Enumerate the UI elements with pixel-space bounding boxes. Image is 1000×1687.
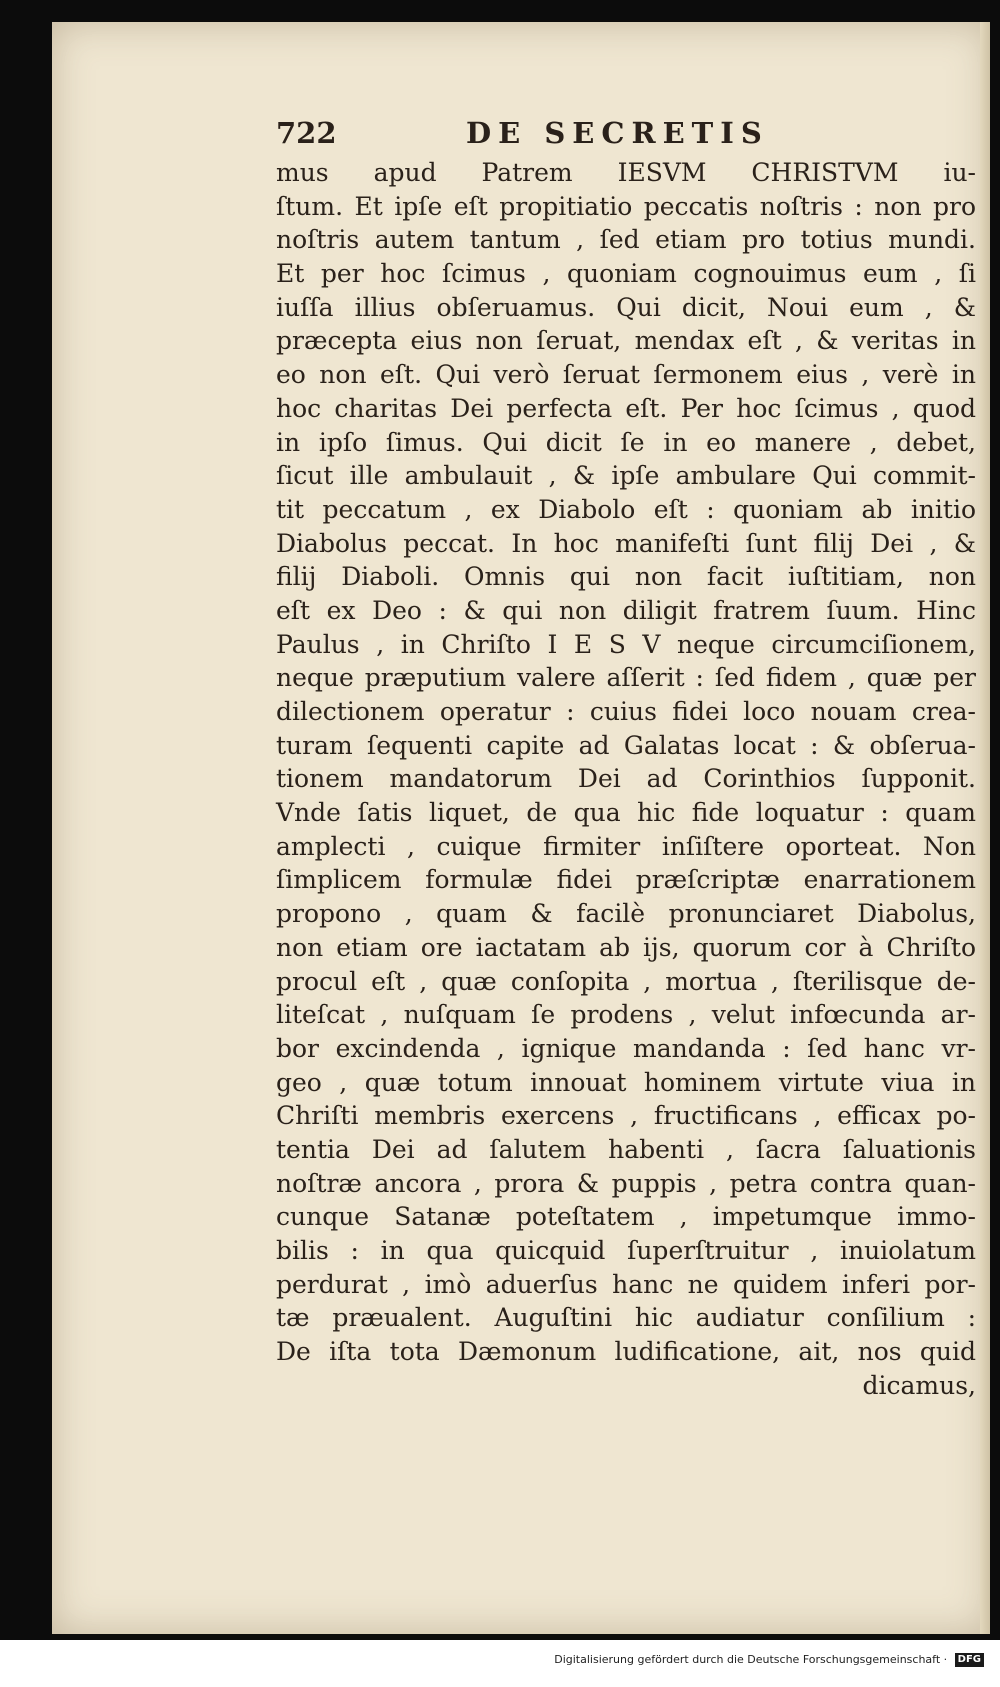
text-line: non etiam ore iactatam ab ijs, quorum cor à Chriſto bbox=[276, 932, 976, 962]
text-line: geo , quæ totum innouat hominem virtute viua in bbox=[276, 1067, 976, 1097]
text-line: tentia Dei ad ſalutem habenti , ſacra ſaluationis bbox=[276, 1134, 976, 1164]
text-line: dilectionem operatur : cuius fidei loco nouam crea- bbox=[276, 697, 976, 726]
text-line: præcepta eius non ſeruat, mendax eſt , & veritas in bbox=[276, 326, 976, 356]
text-line: filij Diaboli. Omnis qui non facit iuſtitiam, non bbox=[276, 562, 976, 592]
text-line: ſtum. Et ipſe eſt propitiatio peccatis noſtris : non pro bbox=[276, 191, 976, 221]
text-line: hoc charitas Dei perfecta eſt. Per hoc ſcimus , quod bbox=[276, 393, 976, 423]
text-line: liteſcat , nuſquam ſe prodens , velut infœcunda ar- bbox=[276, 1000, 976, 1030]
text-line: propono , quam & facilè pronunciaret Diabolus, bbox=[276, 899, 976, 929]
text-line: noſtris autem tantum , ſed etiam pro totius mundi. bbox=[276, 225, 976, 255]
text-line: tit peccatum , ex Diabolo eſt : quoniam ab initio bbox=[276, 494, 976, 524]
text-line: bor excindenda , ignique mandanda : ſed hanc vr- bbox=[276, 1033, 976, 1063]
page-edge bbox=[980, 22, 990, 1634]
text-line: eſt ex Deo : & qui non diligit fratrem ſuum. Hinc bbox=[276, 595, 976, 625]
text-line: mus apud Patrem IESVM CHRISTVM iu- bbox=[276, 158, 976, 187]
page-header bbox=[276, 110, 976, 156]
text-line: ſicut ille ambulauit , & ipſe ambulare Qui commit- bbox=[276, 461, 976, 491]
text-line: noſtræ ancora , prora & puppis , petra contra quan- bbox=[276, 1168, 976, 1198]
text-line: tionem mandatorum Dei ad Corinthios ſupponit. bbox=[276, 764, 976, 794]
body-text bbox=[276, 156, 976, 1369]
text-line: turam ſequenti capite ad Galatas locat : & obſerua- bbox=[276, 730, 976, 760]
text-line: tæ præualent. Auguſtini hic audiatur conſilium : bbox=[276, 1303, 976, 1333]
book-page bbox=[52, 22, 990, 1634]
digitization-credit bbox=[554, 1653, 984, 1667]
text-line: Diabolus peccat. In hoc manifeſti ſunt filij Dei , & bbox=[276, 528, 976, 558]
text-block bbox=[276, 110, 976, 1402]
text-line: Et per hoc ſcimus , quoniam cognouimus eum , ſi bbox=[276, 259, 976, 289]
text-line: cunque Satanæ poteſtatem , impetumque immo- bbox=[276, 1202, 976, 1232]
text-line: Chriſti membris exercens , fructificans , efficax po- bbox=[276, 1101, 976, 1131]
text-line: procul eſt , quæ conſopita , mortua , ſterilisque de- bbox=[276, 966, 976, 996]
text-line: bilis : in qua quicquid ſuperſtruitur , inuiolatum bbox=[276, 1236, 976, 1265]
text-line: Vnde ſatis liquet, de qua hic fide loquatur : quam bbox=[276, 798, 976, 828]
text-line: De iſta tota Dæmonum ludificatione, ait, nos quid bbox=[276, 1337, 976, 1367]
text-line: eo non eſt. Qui verò ſeruat ſermonem eius , verè in bbox=[276, 360, 976, 390]
credit-text: Digitalisierung gefördert durch die Deutsche Forschungsgemeinschaft · bbox=[554, 1653, 948, 1666]
running-title: DE SECRETIS bbox=[466, 116, 769, 150]
text-line: perdurat , imò aduerſus hanc ne quidem inferi por- bbox=[276, 1269, 976, 1299]
text-line: ſimplicem formulæ fidei præſcriptæ enarrationem bbox=[276, 865, 976, 895]
dfg-logo: DFG bbox=[955, 1653, 984, 1667]
page-number: 722 bbox=[276, 116, 337, 150]
text-line: neque præputium valere aſſerit : ſed fidem , quæ per bbox=[276, 663, 976, 693]
catchword: dicamus, bbox=[862, 1370, 976, 1400]
text-line: Paulus , in Chriſto I E S V neque circumciſionem, bbox=[276, 629, 976, 659]
text-line: in ipſo ſimus. Qui dicit ſe in eo manere , debet, bbox=[276, 427, 976, 457]
text-line: amplecti , cuique firmiter inſiſtere oporteat. Non bbox=[276, 831, 976, 861]
text-line: iuſſa illius obſeruamus. Qui dicit, Noui eum , & bbox=[276, 292, 976, 322]
